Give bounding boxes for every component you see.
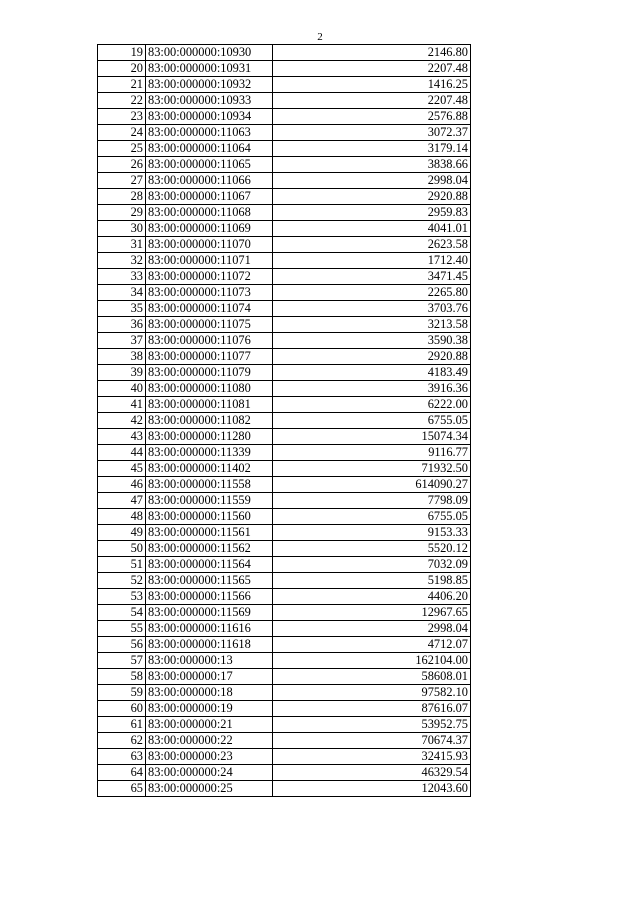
row-number-cell: 52 (98, 573, 146, 589)
page-number: 2 (317, 31, 323, 43)
value-cell: 58608.01 (273, 669, 471, 685)
row-number-cell: 58 (98, 669, 146, 685)
cadastral-number-cell: 83:00:000000:10934 (146, 109, 273, 125)
cadastral-number-cell: 83:00:000000:11065 (146, 157, 273, 173)
value-cell: 6755.05 (273, 413, 471, 429)
value-cell: 2146.80 (273, 45, 471, 61)
table-row (98, 621, 471, 637)
row-number-cell: 27 (98, 173, 146, 189)
value-cell: 3213.58 (273, 317, 471, 333)
row-number-cell: 37 (98, 333, 146, 349)
table-row (98, 493, 471, 509)
value-cell: 2998.04 (273, 621, 471, 637)
cadastral-number-cell: 83:00:000000:25 (146, 781, 273, 797)
cadastral-number-cell: 83:00:000000:11063 (146, 125, 273, 141)
value-cell: 4041.01 (273, 221, 471, 237)
table-row (98, 61, 471, 77)
row-number-cell: 28 (98, 189, 146, 205)
table-row (98, 381, 471, 397)
table-row (98, 445, 471, 461)
table-row (98, 749, 471, 765)
table-row (98, 125, 471, 141)
table-row (98, 333, 471, 349)
value-cell: 9153.33 (273, 525, 471, 541)
table-row (98, 221, 471, 237)
cadastral-number-cell: 83:00:000000:11339 (146, 445, 273, 461)
table-row (98, 669, 471, 685)
value-cell: 4712.07 (273, 637, 471, 653)
table-row (98, 109, 471, 125)
row-number-cell: 64 (98, 765, 146, 781)
table-body (98, 45, 471, 797)
cadastral-number-cell: 83:00:000000:11082 (146, 413, 273, 429)
table-row (98, 237, 471, 253)
row-number-cell: 48 (98, 509, 146, 525)
row-number-cell: 24 (98, 125, 146, 141)
table-row (98, 701, 471, 717)
cadastral-number-cell: 83:00:000000:11081 (146, 397, 273, 413)
value-cell: 2207.48 (273, 61, 471, 77)
table-row (98, 509, 471, 525)
cadastral-number-cell: 83:00:000000:11074 (146, 301, 273, 317)
cadastral-number-cell: 83:00:000000:11280 (146, 429, 273, 445)
table-row (98, 589, 471, 605)
cadastral-number-cell: 83:00:000000:11560 (146, 509, 273, 525)
row-number-cell: 50 (98, 541, 146, 557)
cadastral-number-cell: 83:00:000000:11080 (146, 381, 273, 397)
cadastral-number-cell: 83:00:000000:11565 (146, 573, 273, 589)
table-row (98, 605, 471, 621)
table-row (98, 285, 471, 301)
table-row (98, 349, 471, 365)
cadastral-number-cell: 83:00:000000:11562 (146, 541, 273, 557)
table-row (98, 317, 471, 333)
value-cell: 2623.58 (273, 237, 471, 253)
table-row (98, 637, 471, 653)
table-row (98, 269, 471, 285)
value-cell: 12043.60 (273, 781, 471, 797)
row-number-cell: 60 (98, 701, 146, 717)
cadastral-number-cell: 83:00:000000:10933 (146, 93, 273, 109)
cadastral-number-cell: 83:00:000000:11066 (146, 173, 273, 189)
row-number-cell: 62 (98, 733, 146, 749)
row-number-cell: 26 (98, 157, 146, 173)
value-cell: 12967.65 (273, 605, 471, 621)
value-cell: 162104.00 (273, 653, 471, 669)
row-number-cell: 41 (98, 397, 146, 413)
table-row (98, 205, 471, 221)
cadastral-number-cell: 83:00:000000:11073 (146, 285, 273, 301)
cadastral-number-cell: 83:00:000000:11616 (146, 621, 273, 637)
table-row (98, 429, 471, 445)
table-row (98, 45, 471, 61)
row-number-cell: 42 (98, 413, 146, 429)
row-number-cell: 38 (98, 349, 146, 365)
cadastral-number-cell: 83:00:000000:24 (146, 765, 273, 781)
row-number-cell: 31 (98, 237, 146, 253)
cadastral-number-cell: 83:00:000000:18 (146, 685, 273, 701)
cadastral-number-cell: 83:00:000000:19 (146, 701, 273, 717)
cadastral-number-cell: 83:00:000000:11559 (146, 493, 273, 509)
row-number-cell: 25 (98, 141, 146, 157)
table-row (98, 653, 471, 669)
cadastral-number-cell: 83:00:000000:11569 (146, 605, 273, 621)
table-row (98, 301, 471, 317)
table-row (98, 461, 471, 477)
value-cell: 5520.12 (273, 541, 471, 557)
table-row (98, 141, 471, 157)
value-cell: 3072.37 (273, 125, 471, 141)
row-number-cell: 23 (98, 109, 146, 125)
row-number-cell: 54 (98, 605, 146, 621)
cadastral-number-cell: 83:00:000000:10930 (146, 45, 273, 61)
cadastral-number-cell: 83:00:000000:10931 (146, 61, 273, 77)
value-cell: 53952.75 (273, 717, 471, 733)
value-cell: 6222.00 (273, 397, 471, 413)
value-cell: 2265.80 (273, 285, 471, 301)
table-row (98, 477, 471, 493)
value-cell: 1712.40 (273, 253, 471, 269)
row-number-cell: 55 (98, 621, 146, 637)
row-number-cell: 34 (98, 285, 146, 301)
value-cell: 2207.48 (273, 93, 471, 109)
row-number-cell: 63 (98, 749, 146, 765)
cadastral-number-cell: 83:00:000000:11071 (146, 253, 273, 269)
cadastral-number-cell: 83:00:000000:11069 (146, 221, 273, 237)
value-cell: 1416.25 (273, 77, 471, 93)
value-cell: 3916.36 (273, 381, 471, 397)
row-number-cell: 46 (98, 477, 146, 493)
row-number-cell: 39 (98, 365, 146, 381)
cadastral-number-cell: 83:00:000000:17 (146, 669, 273, 685)
cadastral-number-cell: 83:00:000000:11564 (146, 557, 273, 573)
value-cell: 32415.93 (273, 749, 471, 765)
value-cell: 4183.49 (273, 365, 471, 381)
row-number-cell: 47 (98, 493, 146, 509)
table-row (98, 685, 471, 701)
cadastral-number-cell: 83:00:000000:11402 (146, 461, 273, 477)
value-cell: 3471.45 (273, 269, 471, 285)
value-cell: 97582.10 (273, 685, 471, 701)
row-number-cell: 61 (98, 717, 146, 733)
cadastral-number-cell: 83:00:000000:11076 (146, 333, 273, 349)
value-cell: 70674.37 (273, 733, 471, 749)
cadastral-number-cell: 83:00:000000:11068 (146, 205, 273, 221)
cadastral-number-cell: 83:00:000000:11067 (146, 189, 273, 205)
table-row (98, 765, 471, 781)
cadastral-number-cell: 83:00:000000:11618 (146, 637, 273, 653)
row-number-cell: 51 (98, 557, 146, 573)
row-number-cell: 19 (98, 45, 146, 61)
row-number-cell: 21 (98, 77, 146, 93)
row-number-cell: 33 (98, 269, 146, 285)
table-row (98, 717, 471, 733)
table-row (98, 573, 471, 589)
cadastral-number-cell: 83:00:000000:11079 (146, 365, 273, 381)
cadastral-number-cell: 83:00:000000:23 (146, 749, 273, 765)
value-cell: 15074.34 (273, 429, 471, 445)
table-row (98, 397, 471, 413)
row-number-cell: 30 (98, 221, 146, 237)
table-row (98, 557, 471, 573)
row-number-cell: 57 (98, 653, 146, 669)
value-cell: 614090.27 (273, 477, 471, 493)
row-number-cell: 40 (98, 381, 146, 397)
cadastral-number-cell: 83:00:000000:11075 (146, 317, 273, 333)
table-row (98, 77, 471, 93)
cadastral-number-cell: 83:00:000000:22 (146, 733, 273, 749)
row-number-cell: 35 (98, 301, 146, 317)
value-cell: 6755.05 (273, 509, 471, 525)
row-number-cell: 43 (98, 429, 146, 445)
row-number-cell: 65 (98, 781, 146, 797)
cadastral-number-cell: 83:00:000000:11561 (146, 525, 273, 541)
cadastral-number-cell: 83:00:000000:11064 (146, 141, 273, 157)
cadastral-number-cell: 83:00:000000:11558 (146, 477, 273, 493)
table-row (98, 157, 471, 173)
value-cell: 3590.38 (273, 333, 471, 349)
table-row (98, 365, 471, 381)
value-cell: 2959.83 (273, 205, 471, 221)
table-row (98, 781, 471, 797)
value-cell: 3703.76 (273, 301, 471, 317)
cadastral-number-cell: 83:00:000000:10932 (146, 77, 273, 93)
row-number-cell: 20 (98, 61, 146, 77)
cadastral-table (97, 44, 471, 797)
value-cell: 2920.88 (273, 189, 471, 205)
value-cell: 2998.04 (273, 173, 471, 189)
table-row (98, 189, 471, 205)
value-cell: 3179.14 (273, 141, 471, 157)
cadastral-number-cell: 83:00:000000:11566 (146, 589, 273, 605)
value-cell: 7032.09 (273, 557, 471, 573)
cadastral-number-cell: 83:00:000000:11070 (146, 237, 273, 253)
cadastral-number-cell: 83:00:000000:21 (146, 717, 273, 733)
value-cell: 7798.09 (273, 493, 471, 509)
row-number-cell: 59 (98, 685, 146, 701)
cadastral-number-cell: 83:00:000000:11077 (146, 349, 273, 365)
row-number-cell: 49 (98, 525, 146, 541)
value-cell: 2576.88 (273, 109, 471, 125)
cadastral-number-cell: 83:00:000000:11072 (146, 269, 273, 285)
value-cell: 4406.20 (273, 589, 471, 605)
value-cell: 71932.50 (273, 461, 471, 477)
row-number-cell: 32 (98, 253, 146, 269)
table-row (98, 733, 471, 749)
row-number-cell: 56 (98, 637, 146, 653)
table-row (98, 413, 471, 429)
table-row (98, 525, 471, 541)
row-number-cell: 29 (98, 205, 146, 221)
value-cell: 5198.85 (273, 573, 471, 589)
value-cell: 2920.88 (273, 349, 471, 365)
table-row (98, 93, 471, 109)
row-number-cell: 45 (98, 461, 146, 477)
row-number-cell: 36 (98, 317, 146, 333)
value-cell: 3838.66 (273, 157, 471, 173)
row-number-cell: 53 (98, 589, 146, 605)
table-row (98, 173, 471, 189)
table-row (98, 541, 471, 557)
value-cell: 87616.07 (273, 701, 471, 717)
value-cell: 9116.77 (273, 445, 471, 461)
cadastral-number-cell: 83:00:000000:13 (146, 653, 273, 669)
row-number-cell: 44 (98, 445, 146, 461)
value-cell: 46329.54 (273, 765, 471, 781)
row-number-cell: 22 (98, 93, 146, 109)
table-row (98, 253, 471, 269)
